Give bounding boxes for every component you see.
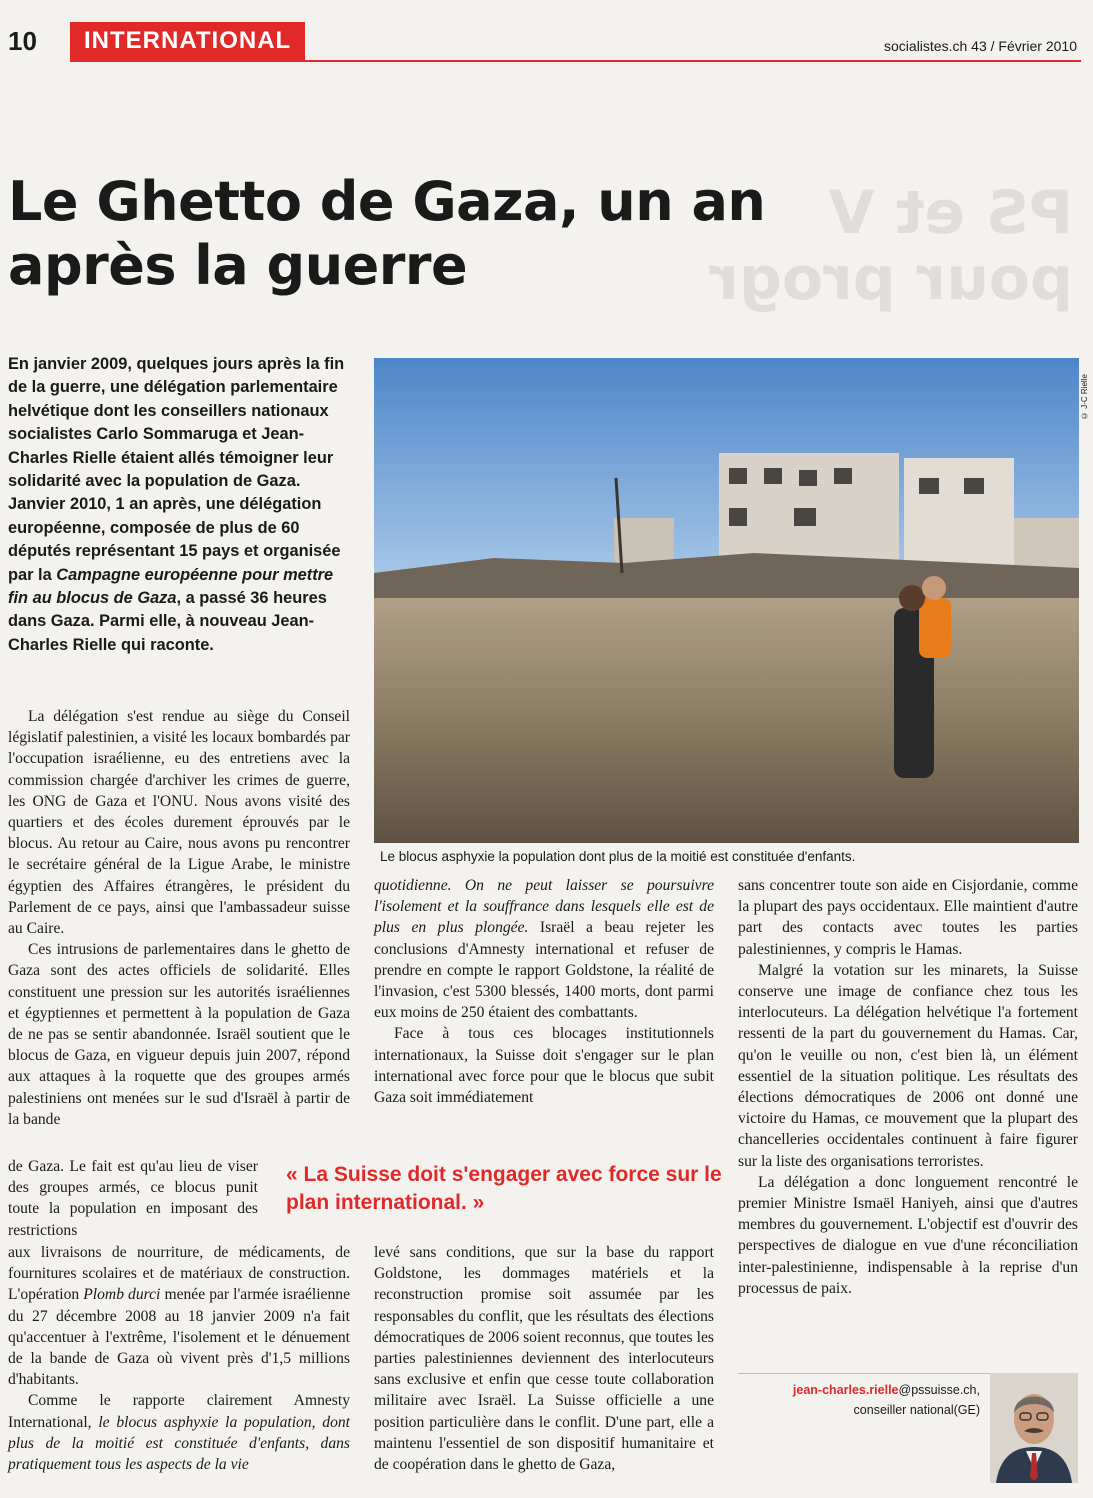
header-divider [70, 60, 1081, 62]
article-photo [374, 358, 1079, 843]
body-italic: quotidienne. On ne peut laisser se poursuivre l'isolement et la souffrance dans lesquels elle est de plus en plus plongée. [374, 877, 714, 937]
page-number: 10 [8, 26, 37, 56]
body-column-1 [8, 706, 350, 1130]
author-signature [738, 1380, 980, 1420]
body-italic: le blocus asphyxie la population, dont plus de la moitié est constituée d'enfants, dans pratiquement tous les aspects de la vie [8, 1413, 351, 1474]
author-portrait [990, 1373, 1078, 1483]
body-column-3 [738, 875, 1078, 1299]
body-text: menée par l'armée israélienne du 27 décembre 2008 au 18 janvier 2009 n'a fait qu'accentuer à l'extrême, l'isolement et le dénuement de la bande de Gaza où vivent près d'1,5 millions d'habitants. [8, 1286, 350, 1389]
body-paragraph [8, 1242, 350, 1390]
body-paragraph: Face à tous ces blocages institutionnels internationaux, la Suisse doit s'engager sur le plan international avec force pour que le blocus que subit Gaza soit immédiatement [374, 1025, 714, 1107]
author-email-domain: @pssuisse.ch, [898, 1383, 980, 1397]
body-column-1-wrap [8, 1156, 258, 1241]
body-paragraph: de Gaza. Le fait est qu'au lieu de viser des groupes armés, ce blocus punit toute la population en imposant des restrictions [8, 1158, 258, 1239]
photo-credit: © J-C Rielle [1080, 374, 1089, 420]
lead-text-2: , a passé 36 heures dans Gaza. Parmi elle, à nouveau Jean-Charles Rielle qui raconte. [8, 589, 327, 654]
body-text: aux livraisons de nourriture, de médicaments, de fournitures scolaires et de matériaux de construction. L'opération [8, 1244, 350, 1304]
body-paragraph: sans concentrer toute son aide en Cisjordanie, comme la plupart des pays occidentaux. Elle maintient d'autre part des contacts avec toutes les parties palestiniennes, y compris le Hamas. [738, 877, 1078, 958]
body-paragraph: Ces intrusions de parlementaires dans le ghetto de Gaza sont des actes officiels de solidarité. Elles constituent une pression sur les autorités israéliennes et égyptiennes et permettent à la population de Gaza de ne pas se sentir abandonnée. Israël soutient que le blocus de Gaza, en vigueur depuis juin 2007, répond aux attaques à la roquette que des groupes armés palestiniens ont menées sur le sud d'Israël à partir de la bande [8, 941, 350, 1128]
photo-caption: Le blocus asphyxie la population dont plus de la moitié est constituée d'enfants. [380, 849, 856, 864]
lead-italic: Campagne européenne pour mettre fin au blocus de Gaza [8, 565, 334, 608]
author-role: conseiller national(GE) [853, 1403, 980, 1417]
lead-text-1: En janvier 2009, quelques jours après la fin de la guerre, une délégation parlementaire helvétique dont les conseillers nationaux socialistes Carlo Sommaruga et Jean-Charles Rielle étaient allés témoigner leur solidarité avec la population de Gaza. Janvier 2010, 1 an après, une délégation européenne, composée de plus de 60 députés représentant 15 pays et organisée par la [8, 355, 345, 584]
body-text: Israël a beau rejeter les conclusions d'Amnesty international et refuser de prendre en compte le rapport Goldstone, la réalité de l'invasion, c'est 5300 blessés, 1400 morts, dont parmi eux moins de 250 étaient des combattants. [374, 919, 714, 1022]
bleed-through-text: PS et V pour progr [709, 178, 1073, 314]
section-label: INTERNATIONAL [70, 22, 305, 60]
body-paragraph: La délégation s'est rendue au siège du Conseil législatif palestinien, a visité les locaux bombardés par l'occupation israélienne, eu des entretiens avec la commission chargée d'archiver les crimes de guerre, les ONG de Gaza et l'ONU. Nous avons visité des quartiers et des écoles durement éprouvés par le blocus. Au retour au Caire, nous avons pu rencontrer le secrétaire général de la Ligue Arabe, le ministre égyptien des Affaires étrangères, le président du Parlement de ce pays, ainsi que l'ambassadeur suisse au Caire. [8, 708, 350, 938]
body-column-1-lower [8, 1242, 350, 1475]
body-paragraph: La délégation a donc longuement rencontré le premier Ministre Ismaël Haniyeh, ainsi que d'autres membres du gouvernement. L'objectif est d'ouvrir des perspectives de dialogue en vue d'une réconciliation inter-palestinienne, indispensable à la reprise d'un processus de paix. [738, 1173, 1078, 1297]
body-paragraph: levé sans conditions, que sur la base du rapport Goldstone, les dommages matériels et la reconstruction promise soit assumée par les responsables du conflit, que les résultats des élections démocratiques de 2006 soient reconnus, que toutes les parties palestiniennes deviennent des interlocuteurs sans exclusive et enfin que cesse toute collaboration militaire avec Israël. La Suisse officielle a une position particulière dans le conflit. D'une part, elle a maintenu l'essentiel de son dispositif humanitaire et de coopération dans le ghetto de Gaza, [374, 1244, 714, 1474]
issue-info: socialistes.ch 43 / Février 2010 [884, 38, 1077, 54]
pull-quote: « La Suisse doit s'engager avec force sur le plan international. » [286, 1163, 722, 1214]
lead-paragraph [8, 353, 346, 657]
body-paragraph: Malgré la votation sur les minarets, la Suisse conserve une image de confiance chez tous les interlocuteurs. La délégation helvétique l'a fortement ressenti de la part du gouvernement du Hamas. Car, qu'on le veuille ou non, c'est bien là, un élément essentiel de la situation politique. Les résultats des élections démocratiques de 2006 ont donné une victoire du Hamas, ce mouvement que la plupart des chancelleries occidentales continuent à faire figurer sur la liste des organisations terroristes. [738, 961, 1078, 1170]
body-column-2-lower [374, 1242, 714, 1475]
body-column-2 [374, 875, 714, 1108]
author-email-name: jean-charles.rielle [792, 1383, 899, 1397]
body-paragraph [374, 875, 714, 1023]
body-italic: Plomb durci [83, 1286, 161, 1304]
body-paragraph [8, 1390, 350, 1475]
headline: Le Ghetto de Gaza, un an après la guerre [8, 170, 766, 297]
body-text: Comme le rapporte clairement Amnesty International, [8, 1392, 350, 1431]
